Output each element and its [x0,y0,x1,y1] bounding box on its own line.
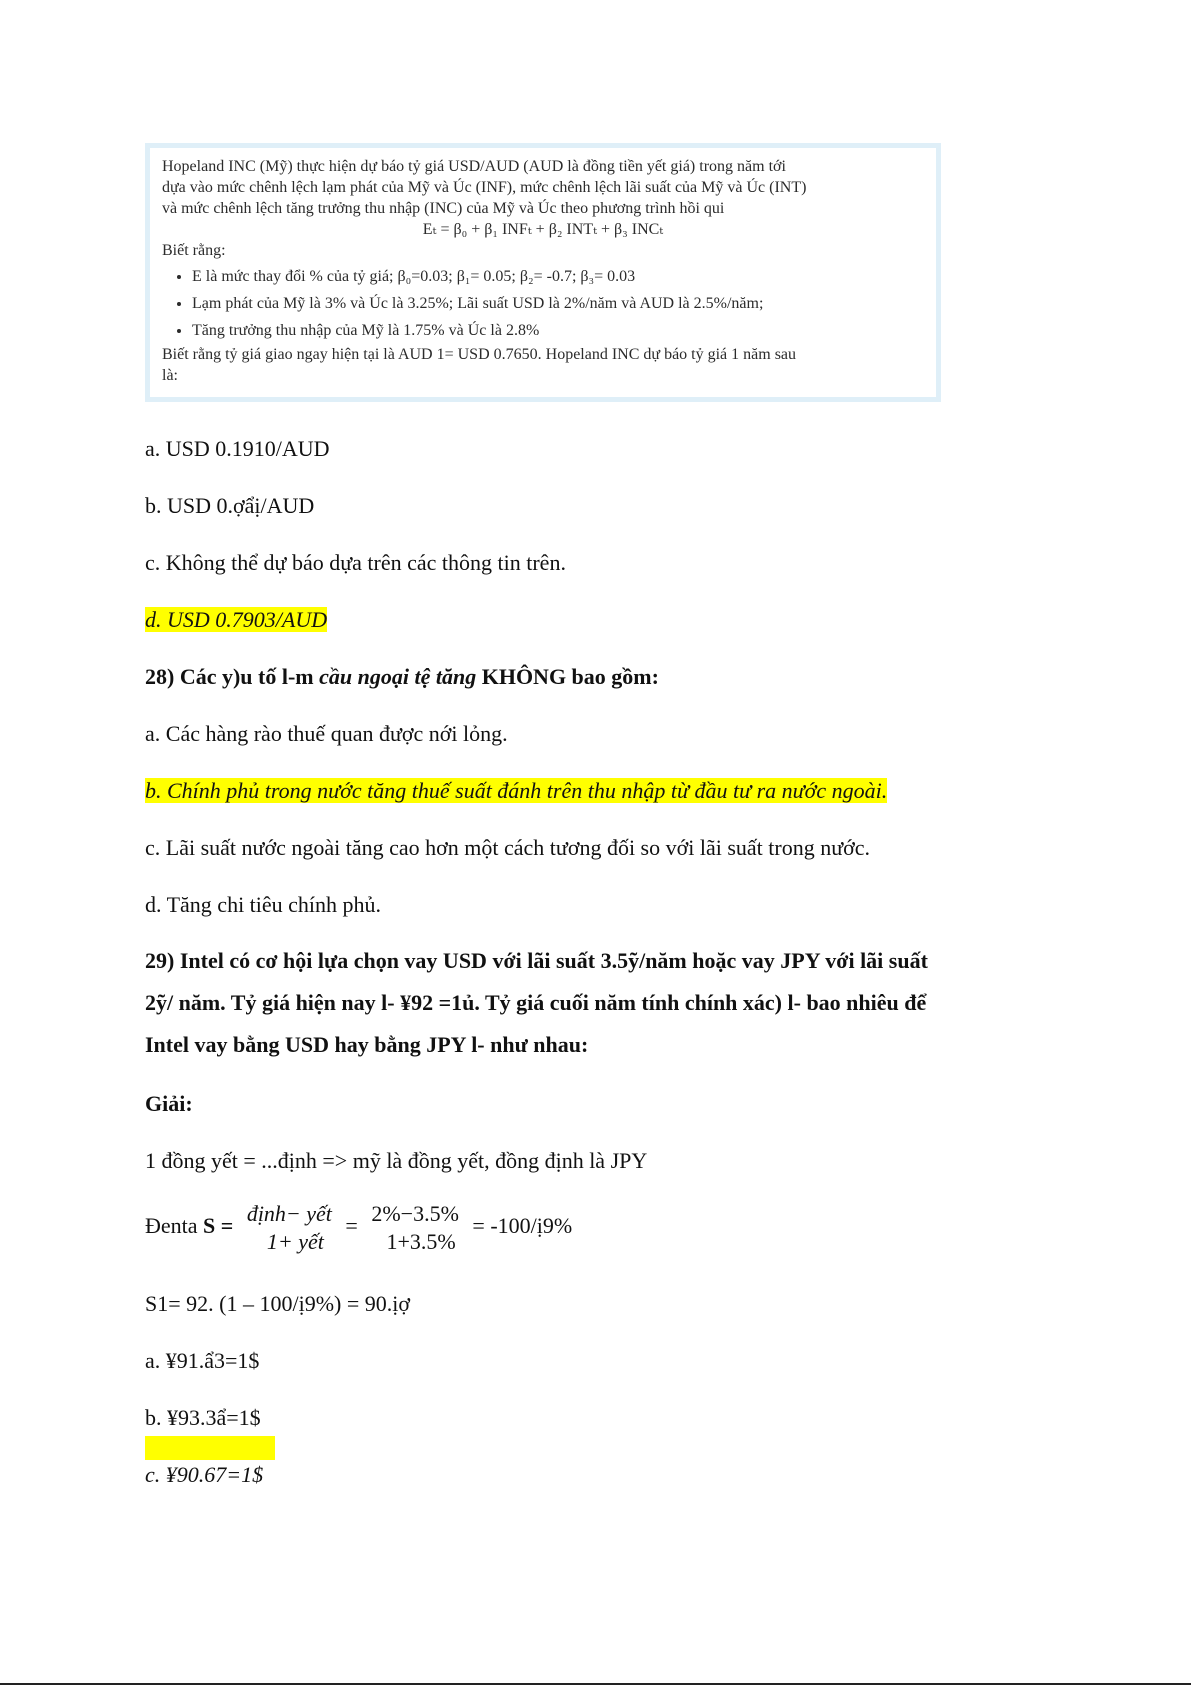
q28-option-d: d. Tăng chi tiêu chính phủ. [145,892,382,917]
highlight-mark [145,1436,275,1460]
q28-title-suffix: KHÔNG bao gồm: [476,664,659,689]
highlighted-answer: b. Chính phủ trong nước tăng thuế suất đánh trên thu nhập từ đầu tư ra nước ngoài. [145,778,888,803]
solution-label: Giải: [145,1091,193,1116]
formula-s: S = [203,1213,234,1239]
delta-s-formula [145,1200,572,1256]
box-line: Hopeland INC (Mỹ) thực hiện dự báo tỷ giá USD/AUD (AUD là đồng tiền yết giá) trong năm tới [162,158,786,175]
q28-title-prefix: 28) Các y)u tố l-m [145,664,320,689]
q27-option-c: c. Không thể dự báo dựa trên các thông tin trên. [145,550,566,575]
q29-title [145,940,1045,1066]
q28-option-c: c. Lãi suất nước ngoài tăng cao hơn một cách tương đối so với lãi suất trong nước. [145,835,871,860]
question-27-box [145,143,941,402]
box-line: là: [162,367,178,384]
box-line: dựa vào mức chênh lệch lạm phát của Mỹ và Úc (INF), mức chênh lệch lãi suất của Mỹ và Úc (INT) [162,179,807,196]
q28-option-b-answer [145,777,887,805]
solution-line: 1 đồng yết = ...định => mỹ là đồng yết, đồng định là JPY [145,1148,648,1173]
given-item: • Tăng trưởng thu nhập của Mỹ là 1.75% và Úc là 2.8% [192,320,924,341]
fraction-symbolic [247,1200,332,1256]
fraction-numerator: 2%−3.5% [371,1201,459,1226]
equals-sign: = [345,1213,358,1239]
fraction-denominator: 1+3.5% [386,1229,456,1254]
q29-title-line: 29) Intel có cơ hội lựa chọn vay USD với lãi suất 3.5ỹ/năm hoặc vay JPY với lãi suất [145,948,928,973]
fraction-numeric [371,1200,459,1256]
question-27-box-content [150,148,936,397]
given-label: Biết rằng: [162,242,226,259]
q29-option-c-answer: c. ¥90.67=1$ [145,1462,264,1487]
q29-option-a: a. ¥91.ẩ3=1$ [145,1348,260,1373]
q28-title-italic: cầu ngoại tệ tăng [319,664,477,689]
given-list [162,266,924,341]
highlighted-answer: d. USD 0.7903/AUD [145,607,328,632]
given-item: • Lạm phát của Mỹ là 3% và Úc là 3.25%; Lãi suất USD là 2%/năm và AUD là 2.5%/năm; [192,293,924,314]
box-line: Biết rằng tỷ giá giao ngay hiện tại là AUD 1= USD 0.7650. Hopeland INC dự báo tỷ giá 1 năm sau [162,346,797,363]
q27-option-b: b. USD 0.ợẩị/AUD [145,493,315,518]
q28-option-a: a. Các hàng rào thuế quan được nới lỏng. [145,721,508,746]
formula-prefix: Đenta [145,1213,204,1239]
formula-result: = -100/ị9% [472,1213,573,1239]
regression-equation: Eₜ = β₀ + β₁ INFₜ + β₂ INTₜ + β₃ INCₜ [422,221,664,238]
q28-title [145,663,659,691]
q29-option-b: b. ¥93.3ẩ=1$ [145,1405,261,1430]
fraction-numerator: định− yết [246,1201,332,1226]
given-item: • E là mức thay đổi % của tỷ giá; β₀=0.03; β₁= 0.05; β₂= -0.7; β₃= 0.03 [192,266,924,287]
fraction-denominator: 1+ yết [266,1229,324,1254]
box-line: và mức chênh lệch tăng trưởng thu nhập (INC) của Mỹ và Úc theo phương trình hồi qui [162,200,725,217]
q29-title-line: Intel vay bằng USD hay bằng JPY l- như nhau: [145,1032,589,1057]
s1-calculation: S1= 92. (1 – 100/ị9%) = 90.ịợ [145,1291,410,1316]
q29-title-line: 2ỹ/ năm. Tỷ giá hiện nay l- ¥92 =1ủ. Tỷ giá cuối năm tính chính xác) l- bao nhiêu để [145,990,927,1015]
q27-option-d-answer [145,606,327,634]
q27-option-a: a. USD 0.1910/AUD [145,436,330,461]
